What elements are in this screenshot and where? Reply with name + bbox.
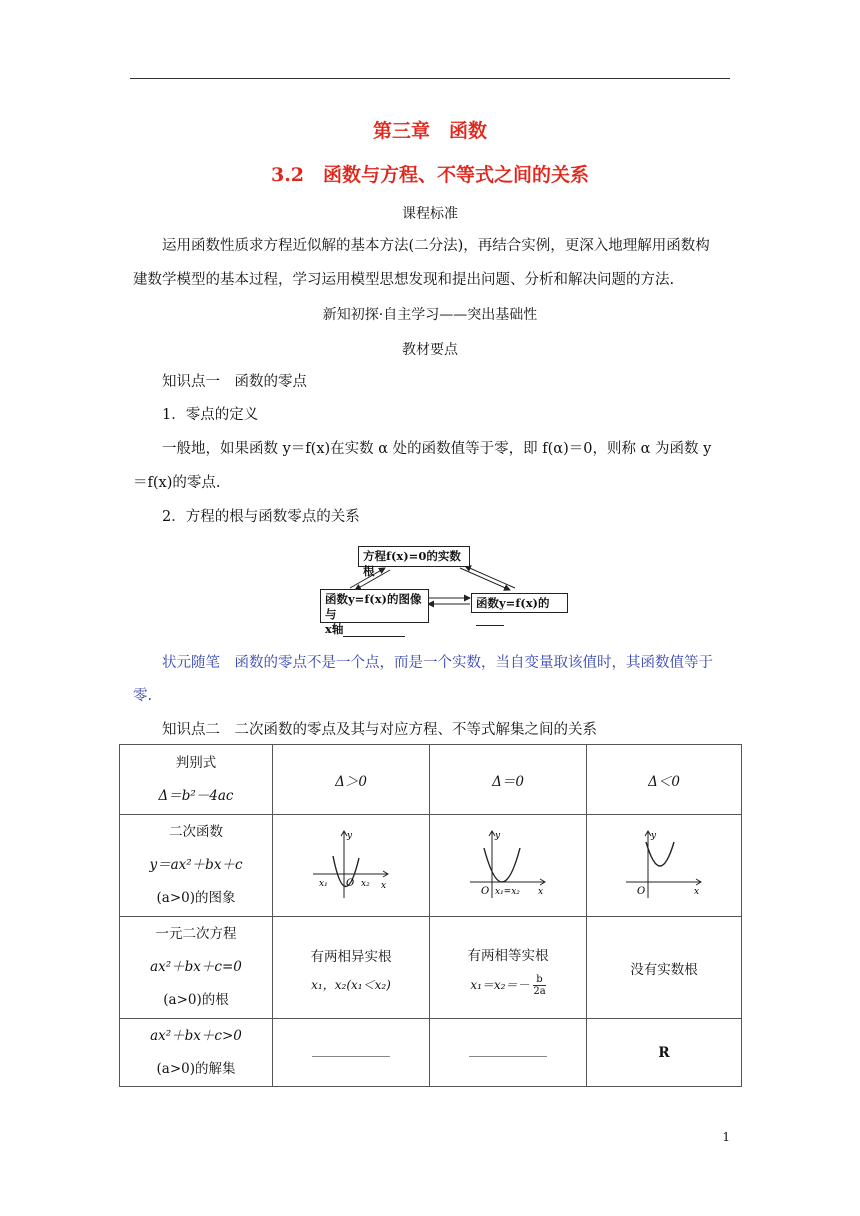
table-cell-graph-no-root — [587, 815, 742, 917]
axis-label-y: y — [495, 830, 501, 841]
table-header-graph — [120, 815, 273, 917]
flow-graph-x-axis: x轴 — [325, 622, 344, 636]
axis-label-x: x — [694, 886, 700, 897]
table-cell-graph-one-root — [430, 815, 587, 917]
table-row-graph — [120, 815, 742, 917]
cell-text: (a>0)的图象 — [156, 890, 236, 906]
kp2-heading: 知识点二 二次函数的零点及其与对应方程、不等式解集之间的关系 — [162, 722, 597, 738]
cell-text: (a>0)的根 — [163, 992, 229, 1008]
kp1-heading: 知识点一 函数的零点 — [162, 374, 307, 390]
flow-zero-label: 函数y=f(x)的 — [476, 596, 550, 610]
course-standard-line1: 运用函数性质求方程近似解的基本方法(二分法)，再结合实例，更深入地理解用函数构 — [162, 238, 710, 254]
note-line1: 状元随笔 函数的零点不是一个点，而是一个实数，当自变量取该值时，其函数值等于 — [162, 655, 713, 671]
cell-text: (a>0)的解集 — [156, 1060, 236, 1077]
double-root-formula — [430, 973, 586, 997]
arrow-top-to-right — [460, 568, 510, 590]
kp1-def-line1: 一般地，如果函数 y＝f(x)在实数 α 处的函数值等于零，即 f(α)＝0，则称 α 为函数 y — [162, 441, 712, 457]
table-header-roots — [120, 917, 273, 1019]
root-label-x1: x₁ — [319, 878, 328, 889]
blank-fill — [343, 636, 405, 637]
cell-text: Δ＝b²－4ac — [158, 787, 234, 804]
cell-text: 判别式 — [175, 754, 217, 771]
note-line2: 零. — [133, 688, 153, 704]
table-row-roots — [120, 917, 742, 1019]
section-title: 3.2 函数与方程、不等式之间的关系 — [270, 164, 590, 186]
blank-fill — [312, 1056, 390, 1057]
origin-label: O — [481, 885, 490, 897]
table-cell-two-distinct-roots — [273, 917, 430, 1019]
axis-label-x: x — [381, 880, 387, 891]
table-cell-solution-blank-1 — [273, 1019, 430, 1087]
blank-fill — [469, 1056, 547, 1057]
table-header-discriminant — [120, 745, 273, 815]
chapter-title: 第三章 函数 — [372, 120, 487, 142]
table-header-solution-set — [120, 1019, 273, 1087]
root-label-double: x₁=x₂ — [495, 886, 520, 897]
table-row-discriminant — [120, 745, 742, 815]
cell-text: y＝ax²＋bx＋c — [149, 857, 243, 873]
course-standard-heading: 课程标准 — [402, 206, 458, 222]
quadratic-table — [119, 744, 742, 1087]
flow-box-root: 方程f(x)=0的实数根 — [358, 546, 470, 567]
origin-label: O — [637, 885, 646, 897]
table-cell-no-real-roots: 没有实数根 — [587, 917, 742, 1019]
cell-text: ax²＋bx＋c>0 — [150, 1027, 242, 1044]
flow-graph-line1: 函数y=f(x)的图像与 — [325, 592, 422, 621]
table-cell-graph-two-roots — [273, 815, 430, 917]
table-cell-double-root — [430, 917, 587, 1019]
cell-text: ax²＋bx＋c=0 — [150, 959, 242, 975]
header-rule — [130, 78, 730, 79]
flow-box-zero — [471, 593, 568, 613]
axis-label-x: x — [538, 886, 544, 897]
axis-label-y: y — [651, 830, 657, 841]
cell-text: x₁，x₂(x₁＜x₂) — [311, 977, 391, 992]
flow-box-graph — [320, 589, 429, 636]
flow-graph-line2 — [325, 622, 424, 637]
table-cell-delta-neg: Δ＜0 — [587, 745, 742, 815]
cell-text: 一元二次方程 — [155, 926, 237, 942]
cell-text: 有两相等实根 — [467, 947, 549, 964]
parabola-two-roots — [311, 828, 391, 900]
fraction-denominator: 2a — [533, 985, 546, 997]
kp1-def-line2: ＝f(x)的零点. — [133, 475, 221, 491]
cell-text: 有两相异实根 — [310, 948, 392, 965]
fraction-numerator: b — [533, 974, 545, 986]
kp1-sub2: 2．方程的根与函数零点的关系 — [162, 509, 360, 525]
root-label-x2: x₂ — [361, 878, 370, 889]
page-number: 1 — [722, 1130, 730, 1144]
arrow-right-to-top — [465, 566, 515, 588]
table-row-solution-set — [120, 1019, 742, 1087]
parabola-one-root — [468, 828, 548, 900]
course-standard-line2: 建数学模型的基本过程，学习运用模型思想发现和提出问题、分析和解决问题的方法. — [133, 272, 675, 288]
banner: 新知初探·自主学习——突出基础性 — [322, 307, 538, 323]
key-points-heading: 教材要点 — [402, 342, 458, 358]
fraction — [533, 974, 545, 997]
axis-label-y: y — [347, 830, 353, 841]
kp1-sub1: 1．零点的定义 — [162, 407, 259, 423]
cell-text: x₁＝x₂＝－ — [470, 977, 530, 992]
parabola-no-root — [624, 828, 704, 900]
table-cell-delta-pos: Δ＞0 — [273, 745, 430, 815]
table-cell-solution-real: R — [587, 1019, 742, 1087]
origin-label: O — [346, 877, 355, 889]
blank-fill — [476, 625, 504, 626]
cell-text: 二次函数 — [169, 824, 223, 840]
table-cell-solution-blank-2 — [430, 1019, 587, 1087]
table-cell-delta-zero: Δ＝0 — [430, 745, 587, 815]
